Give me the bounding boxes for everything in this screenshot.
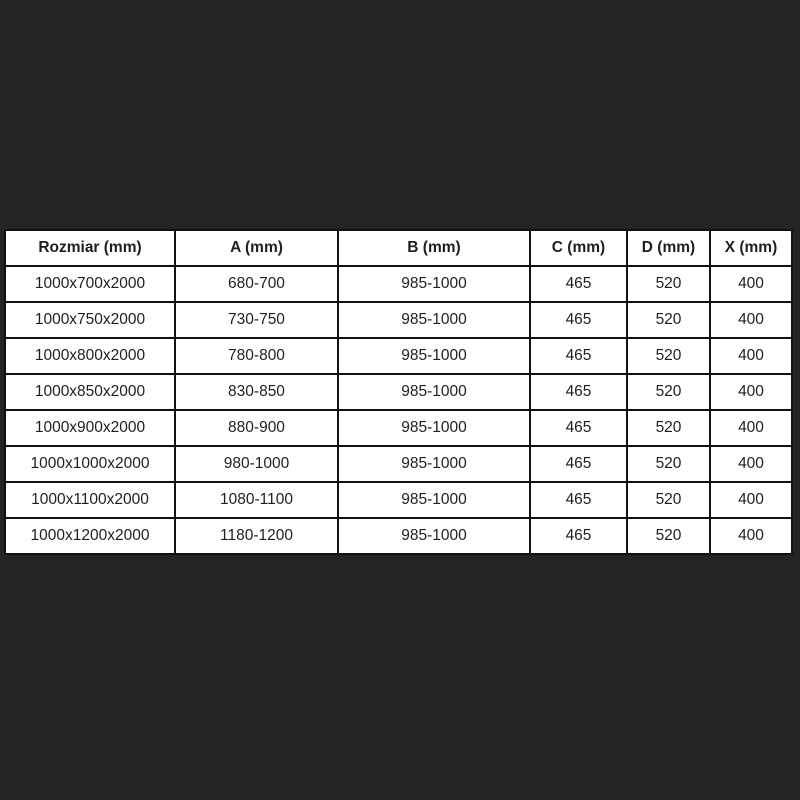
table-cell: 880-900 bbox=[175, 410, 338, 446]
table-cell: 1080-1100 bbox=[175, 482, 338, 518]
table-cell: 465 bbox=[530, 518, 627, 554]
table-cell: 985-1000 bbox=[338, 338, 530, 374]
table-row bbox=[5, 446, 792, 482]
table-cell: 465 bbox=[530, 266, 627, 302]
table-cell: 465 bbox=[530, 446, 627, 482]
table-cell: 985-1000 bbox=[338, 410, 530, 446]
table-cell: 985-1000 bbox=[338, 518, 530, 554]
table-cell: 1000x1200x2000 bbox=[5, 518, 175, 554]
table-cell: 520 bbox=[627, 266, 710, 302]
column-header: X (mm) bbox=[710, 230, 792, 266]
table-cell: 1000x1100x2000 bbox=[5, 482, 175, 518]
table-cell: 400 bbox=[710, 410, 792, 446]
table-cell: 1000x750x2000 bbox=[5, 302, 175, 338]
table-cell: 1180-1200 bbox=[175, 518, 338, 554]
table-header-row bbox=[5, 230, 792, 266]
table-cell: 465 bbox=[530, 374, 627, 410]
table-cell: 980-1000 bbox=[175, 446, 338, 482]
table-cell: 400 bbox=[710, 338, 792, 374]
table-row bbox=[5, 518, 792, 554]
table-cell: 1000x850x2000 bbox=[5, 374, 175, 410]
table-cell: 465 bbox=[530, 482, 627, 518]
table-cell: 400 bbox=[710, 266, 792, 302]
table-cell: 520 bbox=[627, 302, 710, 338]
column-header: C (mm) bbox=[530, 230, 627, 266]
table-cell: 985-1000 bbox=[338, 482, 530, 518]
table-cell: 985-1000 bbox=[338, 446, 530, 482]
table-cell: 985-1000 bbox=[338, 266, 530, 302]
table-cell: 400 bbox=[710, 482, 792, 518]
table-cell: 400 bbox=[710, 518, 792, 554]
column-header: D (mm) bbox=[627, 230, 710, 266]
table-row bbox=[5, 266, 792, 302]
table-cell: 465 bbox=[530, 410, 627, 446]
table-cell: 520 bbox=[627, 518, 710, 554]
table-cell: 985-1000 bbox=[338, 374, 530, 410]
column-header: A (mm) bbox=[175, 230, 338, 266]
table-cell: 465 bbox=[530, 302, 627, 338]
column-header: B (mm) bbox=[338, 230, 530, 266]
table-cell: 400 bbox=[710, 446, 792, 482]
table-row bbox=[5, 302, 792, 338]
table-row bbox=[5, 338, 792, 374]
table-cell: 400 bbox=[710, 302, 792, 338]
table-cell: 465 bbox=[530, 338, 627, 374]
dimension-spec-table bbox=[4, 229, 793, 555]
table-cell: 520 bbox=[627, 410, 710, 446]
column-header: Rozmiar (mm) bbox=[5, 230, 175, 266]
table-cell: 830-850 bbox=[175, 374, 338, 410]
table-row bbox=[5, 410, 792, 446]
table-cell: 1000x700x2000 bbox=[5, 266, 175, 302]
table-cell: 400 bbox=[710, 374, 792, 410]
table-row bbox=[5, 482, 792, 518]
table-row bbox=[5, 374, 792, 410]
table-cell: 1000x1000x2000 bbox=[5, 446, 175, 482]
table-cell: 730-750 bbox=[175, 302, 338, 338]
table-cell: 780-800 bbox=[175, 338, 338, 374]
table-header bbox=[5, 230, 792, 266]
table-cell: 520 bbox=[627, 374, 710, 410]
table-cell: 1000x900x2000 bbox=[5, 410, 175, 446]
table-cell: 1000x800x2000 bbox=[5, 338, 175, 374]
table-cell: 520 bbox=[627, 446, 710, 482]
table-body bbox=[5, 266, 792, 554]
table-cell: 520 bbox=[627, 482, 710, 518]
table-cell: 985-1000 bbox=[338, 302, 530, 338]
table-cell: 680-700 bbox=[175, 266, 338, 302]
table-cell: 520 bbox=[627, 338, 710, 374]
